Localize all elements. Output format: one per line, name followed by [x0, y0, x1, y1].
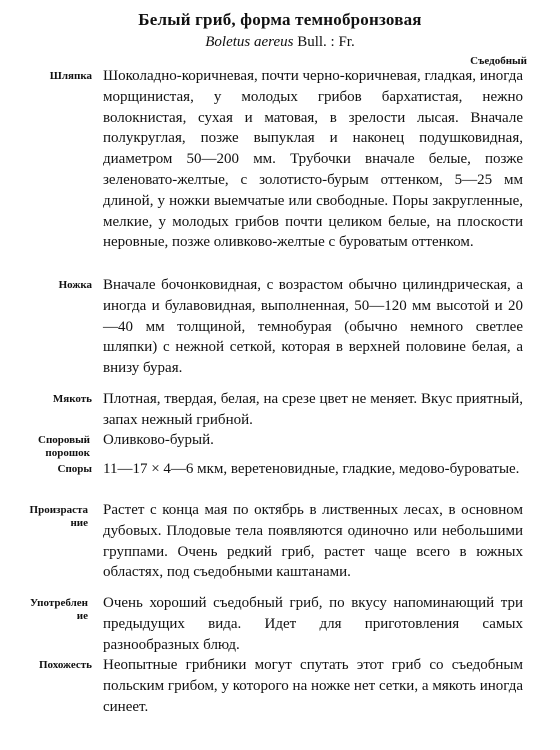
edibility-label: Съедобный — [470, 55, 527, 67]
section-text: Плотная, твердая, белая, на срезе цвет не меняет. Вкус приятный, запах нежный грибной. — [103, 391, 523, 428]
latin-name: Boletus aereus — [205, 34, 294, 50]
section-text: Вначале бочонковидная, с возрастом обычно цилиндрическая, а иногда и булавовидная, выполненная, 50—120 мм высотой и 20—40 мм толщиной, темнобурая (обычно немного светлее шляпки) с нежной сеткой, которая в верхней половине белая, а внизу бурая. — [103, 277, 523, 377]
section-label: Шляпка — [49, 70, 92, 82]
page-title: Белый гриб, форма темнобронзовая — [138, 10, 422, 29]
section-label: Ножка — [58, 279, 92, 291]
section-label: Споровый порошок — [38, 434, 90, 459]
section-text: Очень хороший съедобный гриб, по вкусу напоминающий три предыдущих вида. Идет для приготовления самых разнообразных блюд. — [103, 595, 523, 653]
section-text: Оливково-бурый. — [103, 432, 214, 448]
section-label: Употребление — [29, 597, 88, 622]
section-label: Похожесть — [38, 659, 92, 671]
section-text: Растет с конца мая по октябрь в лиственных лесах, в основном дубовых. Плодовые тела появляются одиночно или небольшими группами. Очень редкий гриб, растет чаще всего в южных областях, под съедобными каштанами. — [103, 502, 523, 581]
scientific-name — [0, 33, 560, 51]
section-text: 11—17 × 4—6 мкм, веретеновидные, гладкие, медово-буроватые. — [103, 461, 520, 477]
taxon-author: Bull. : Fr. — [293, 34, 355, 50]
section-label: Споры — [57, 463, 92, 475]
section-text: Шоколадно-коричневая, почти черно-коричневая, гладкая, иногда морщинистая, у молодых грибов бархатистая, нежно волокнистая, сухая и матовая, в зрелости лысая. Вначале полукруглая, позже выпуклая и наконец подушковидная, диаметром 50—200 мм. Трубочки вначале белые, позже зеленовато-желтые, с золотисто-бурым оттенком, 5—25 мм длиной, у ножки выемчатые или свободные. Поры закругленные, мелкие, у молодых грибов почти целиком белые, на плоскости неровные, позже оливково-желтые с буроватым оттенком. — [103, 68, 523, 251]
section-label: Произрастание — [29, 504, 88, 529]
section-text: Неопытные грибники могут спутать этот гриб со съедобным польским грибом, у которого на ножке нет сетки, а мякоть иногда синеет. — [103, 657, 523, 715]
section-label: Мякоть — [52, 393, 92, 405]
